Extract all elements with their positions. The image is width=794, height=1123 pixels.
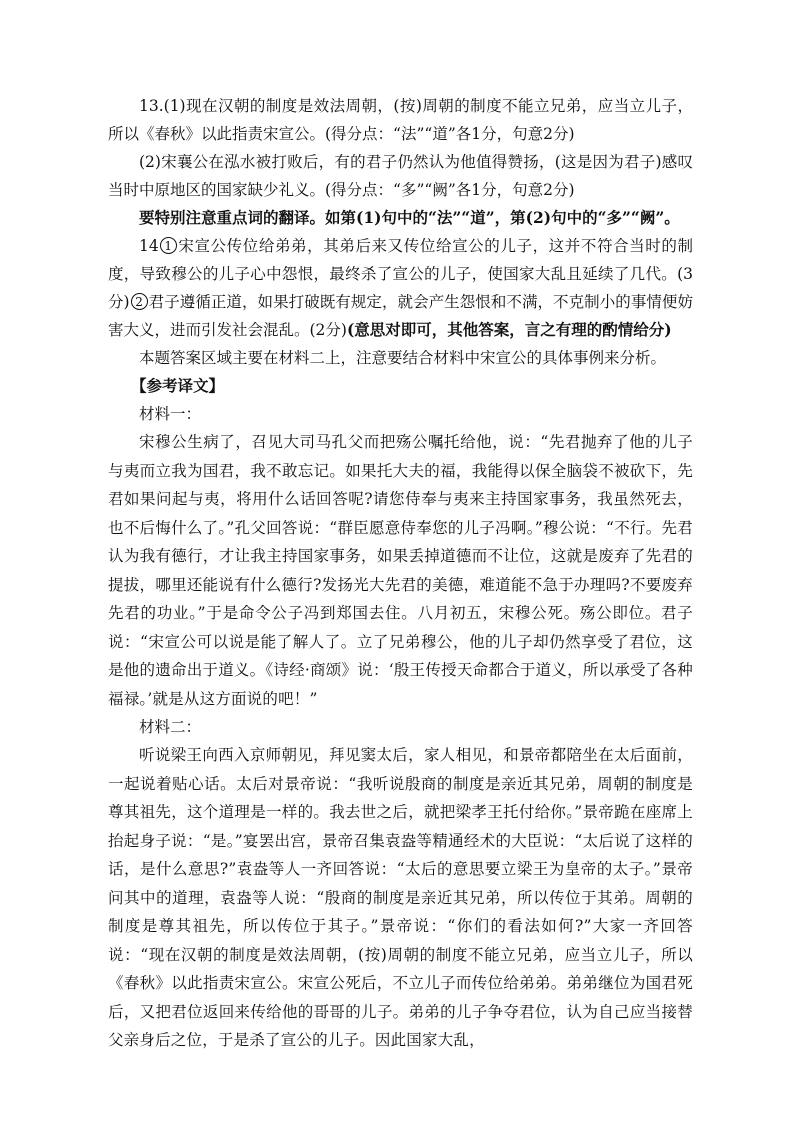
document-page xyxy=(108,92,693,1055)
q14-answer xyxy=(108,232,693,344)
q13-answer-1: 13.(1)现在汉朝的制度是效法周朝，(按)周朝的制度不能立兄弟，应当立儿子，所以《春秋》以此指责宋宣公。(得分点：“法”“道”各1分，句意2分) xyxy=(108,97,693,143)
q13-note: 要特别注意重点词的翻译。如第(1)句中的“法”“道”，第(2)句中的“多”“阙”。 xyxy=(139,208,680,227)
q14-part-2: 君子遵循正道，如果打破既有规定，就会产生怨恨和不满，不克制小的事情便妨害大义，进而引发社会混乱。(2分) xyxy=(108,293,693,339)
q14-area-note: 本题答案区域主要在材料二上，注意要结合材料中宋宣公的具体事例来分析。 xyxy=(139,349,667,367)
q14-bold-note: (意思对即可，其他答案，言之有理的酌情给分) xyxy=(346,320,672,339)
q13-answer-2: (2)宋襄公在泓水被打败后，有的君子仍然认为他值得赞扬，(这是因为君子)感叹当时中原地区的国家缺少礼义。(得分点：“多”“阙”各1分，句意2分) xyxy=(108,153,693,199)
circled-number-1: 1 xyxy=(160,237,177,254)
q14-number: 14 xyxy=(139,237,159,255)
reference-translation-title: 【参考译文】 xyxy=(131,376,225,395)
circled-number-2: 2 xyxy=(131,293,148,310)
material-1-text: 宋穆公生病了，召见大司马孔父而把殇公嘱托给他，说：“先君抛弃了他的儿子与夷而立我为国君，我不敢忘记。如果托大夫的福，我能得以保全脑袋不被砍下，先君如果问起与夷，将用什么话回答呢?请您侍奉与夷来主持国家事务，我虽然死去，也不后悔什么了。”孔父回答说：“群臣愿意侍奉您的儿子冯啊。”穆公说：“不行。先君认为我有德行，才让我主持国家事务，如果丢掉道德而不让位，这就是废弃了先君的提拔，哪里还能说有什么德行?发扬光大先君的美德，难道能不急于办理吗?不要废弃先君的功业。”于是命令公子冯到郑国去住。八月初五，宋穆公死。殇公即位。君子说：“宋宣公可以说是能了解人了。立了兄弟穆公，他的儿子却仍然享受了君位，这是他的遗命出于道义。《诗经·商颂》说：‘殷王传授天命都合于道义，所以承受了各种福禄。’就是从这方面说的吧！” xyxy=(108,433,693,708)
material-2-label: 材料二： xyxy=(139,718,202,736)
material-1-label: 材料一： xyxy=(139,405,202,423)
q14-part-1: 宋宣公传位给弟弟，其弟后来又传位给宣公的儿子，这并不符合当时的制度，导致穆公的儿子心中怨恨，最终杀了宣公的儿子，使国家大乱且延续了几代。(3分) xyxy=(108,237,693,311)
material-2-text: 听说梁王向西入京师朝见，拜见窦太后，家人相见，和景帝都陪坐在太后面前，一起说着贴心话。太后对景帝说：“我听说殷商的制度是亲近其兄弟，周朝的制度是尊其祖先，这个道理是一样的。我去世之后，就把梁孝王托付给你。”景帝跪在座席上抬起身子说：“是。”宴罢出宫，景帝召集袁盎等精通经术的大臣说：“太后说了这样的话，是什么意思?”袁盎等人一齐回答说：“太后的意思要立梁王为皇帝的太子。”景帝问其中的道理，袁盎等人说：“殷商的制度是亲近其兄弟，所以传位于其弟。周朝的制度是尊其祖先，所以传位于其子。”景帝说：“你们的看法如何?”大家一齐回答说：“现在汉朝的制度是效法周朝，(按)周朝的制度不能立兄弟，应当立儿子，所以《春秋》以此指责宋宣公。宋宣公死后，不立儿子而传位给弟弟。弟弟继位为国君死后，又把君位返回来传给他的哥哥的儿子。弟弟的儿子争夺君位，认为自己应当接替父亲身后之位，于是杀了宣公的儿子。因此国家大乱， xyxy=(108,746,693,1049)
